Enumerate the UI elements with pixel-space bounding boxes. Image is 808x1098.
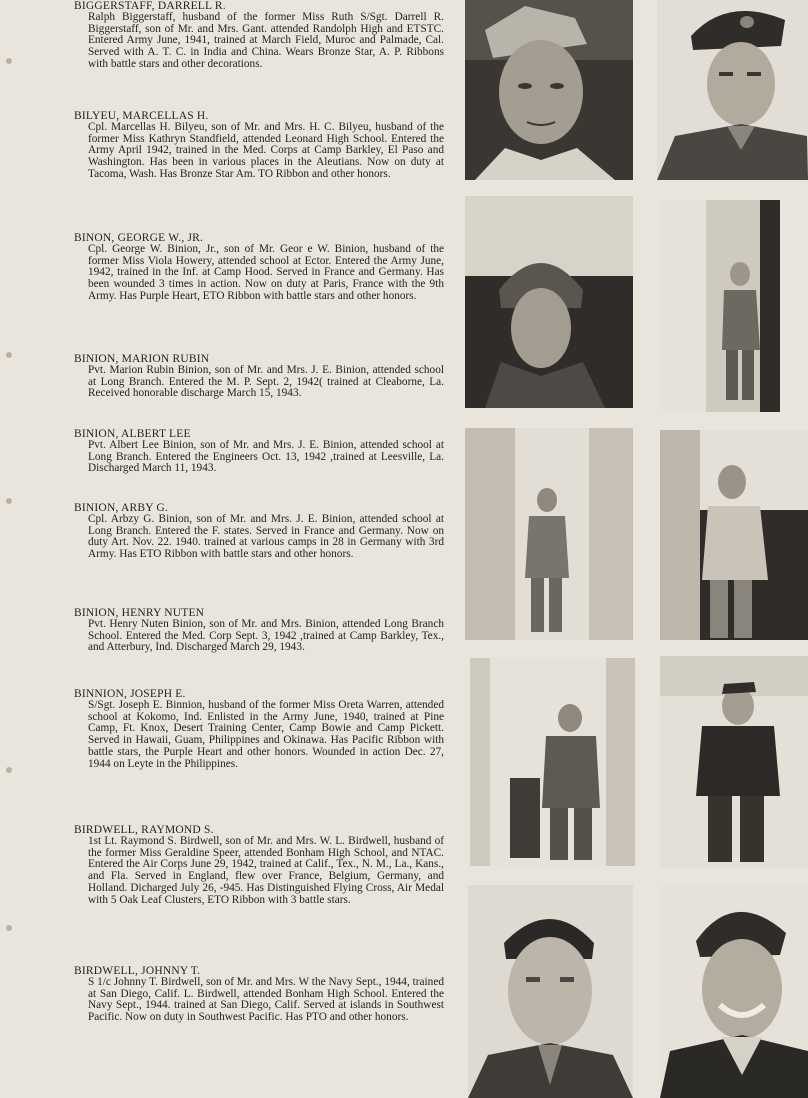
entry-bio: Cpl. Arbzy G. Binion, son of Mr. and Mrs. J. E. Binion, attended school at Long Branch. Entered the F. states. Served in France and Germany. Now on duty Art. Nov. 22. 1940. trained at various camps in 28 in Germany with 3rd Army. Has ETO Ribbon with battle stars and other honors. bbox=[88, 513, 444, 561]
roster-entry bbox=[74, 428, 444, 475]
binder-hole-mark bbox=[6, 767, 12, 773]
roster-entry bbox=[74, 824, 444, 906]
roster-entry bbox=[74, 0, 444, 71]
portrait-photo bbox=[465, 428, 633, 640]
portrait-photo bbox=[465, 0, 633, 180]
entry-name: BINION, MARION RUBIN bbox=[74, 353, 210, 365]
binder-hole-mark bbox=[6, 498, 12, 504]
roster-entry bbox=[74, 607, 444, 654]
roster-entry bbox=[74, 502, 444, 561]
entry-name: BIRDWELL, JOHNNY T. bbox=[74, 965, 201, 977]
binder-hole-mark bbox=[6, 352, 12, 358]
portrait-photo bbox=[470, 658, 635, 866]
roster-entry bbox=[74, 110, 444, 181]
roster-entry bbox=[74, 688, 444, 770]
entry-bio: S 1/c Johnny T. Birdwell, son of Mr. and Mrs. W the Navy Sept., 1944, trained at San Diego, Calif. L. Birdwell, attended Bonham High School. Entered the Navy Sept., 1944. trained at San Diego, Calif. Served at islands in Southwest Pacific. Now on duty in Southwest Pacific. Has PTO and other honors. bbox=[88, 976, 444, 1024]
portrait-photo bbox=[660, 885, 808, 1098]
entry-name: BILYEU, MARCELLAS H. bbox=[74, 110, 209, 122]
entry-bio: 1st Lt. Raymond S. Birdwell, son of Mr. and Mrs. W. L. Birdwell, husband of the former Miss Geraldine Speer, attended Bonham High School, and NTAC. Entered the Air Corps June 29, 1942, trained at Calif., Tex., N. M., La., Kans., and Fla. Served in England, flew over France, Belgium, Germany, and Holland. Dicharged July 26, -945. Has Distinguished Flying Cross, Air Medal with 5 Oak Leaf Clusters, ETO Ribbon with 3 battle stars. bbox=[88, 835, 444, 906]
entry-name: BIRDWELL, RAYMOND S. bbox=[74, 824, 214, 836]
entry-name: BINION, ALBERT LEE bbox=[74, 428, 191, 440]
entry-bio: Pvt. Henry Nuten Binion, son of Mr. and Mrs. Binion, attended Long Branch School. Entered the Med. Corp Sept. 3, 1942 ,trained at Camp Barkley, Tex., and Atterbury, Ind. Discharged March 29, 1943. bbox=[88, 618, 444, 654]
entry-name: BINION, ARBY G. bbox=[74, 502, 168, 514]
entry-bio: Pvt. Marion Rubin Binion, son of Mr. and Mrs. J. E. Binion, attended school at Long Branch. Entered the M. P. Sept. 2, 1942( trained at Cleaborne, La. Received honorable discharge March 15, 1943. bbox=[88, 364, 444, 400]
portrait-photo bbox=[468, 885, 633, 1098]
entry-bio: Ralph Biggerstaff, husband of the former Miss Ruth S/Sgt. Darrell R. Biggerstaff, son of Mr. and Mrs. Gant. attended Randolph High and ETSTC. Entered Army June, 1941, trained at March Field, Muroc and Palmade, Cal. Served with A. T. C. in India and China. Wears Bronze Star, A. P. Ribbons with battle stars and other decorations. bbox=[88, 11, 444, 70]
entry-name: BINON, GEORGE W., JR. bbox=[74, 232, 204, 244]
portrait-photo bbox=[660, 430, 808, 640]
portrait-photo bbox=[660, 200, 780, 412]
entry-bio: Cpl. George W. Binion, Jr., son of Mr. Geor e W. Binion, husband of the former Miss Viola Howery, attended school at Ector. Entered the Army June, 1942, trained in the Inf. at Camp Hood. Served in France and Germany. Has been wounded 3 times in action. Now on duty at Paris, France with the 9th Army. Has Purple Heart, ETO Ribbon with battle stars and other honors. bbox=[88, 243, 444, 302]
entry-name: BIGGERSTAFF, DARRELL R. bbox=[74, 0, 226, 12]
binder-hole-mark bbox=[6, 925, 12, 931]
entry-bio: Pvt. Albert Lee Binion, son of Mr. and Mrs. J. E. Binion, attended school at Long Branch. Entered the Engineers Oct. 13, 1942 ,trained at Leesville, La. Discharged March 11, 1943. bbox=[88, 439, 444, 475]
roster-entry bbox=[74, 965, 444, 1024]
entry-name: BINION, HENRY NUTEN bbox=[74, 607, 205, 619]
binder-hole-mark bbox=[6, 58, 12, 64]
entry-name: BINNION, JOSEPH E. bbox=[74, 688, 186, 700]
portrait-photo bbox=[465, 196, 633, 408]
roster-entry bbox=[74, 232, 444, 303]
roster-entry bbox=[74, 353, 444, 400]
portrait-photo bbox=[657, 0, 808, 180]
entry-bio: Cpl. Marcellas H. Bilyeu, son of Mr. and Mrs. H. C. Bilyeu, husband of the former Miss Kathryn Standfield, attended Leonard High School. Entered the Army April 1942, trained in the Med. Corps at Camp Barkley, El Paso and Washington. Has been in various places in the Aleutians. Now on duty at Tacoma, Wash. Has Bronze Star Am. TO Ribbon and other honors. bbox=[88, 121, 444, 180]
entry-bio: S/Sgt. Joseph E. Binnion, husband of the former Miss Oreta Warren, attended school at Kokomo, Ind. Enlisted in the Army June, 1940, trained at Pine Camp, Ft. Knox, Desert Training Center, Camp Bowie and Camp Pickett. Served in Hawaii, Guam, Philippines and Okinawa. Has Pacific Ribbon with battle stars, the Purple Heart and other honors. Wounded in action Dec. 27, 1944 on Leyte in the Philippines. bbox=[88, 699, 444, 770]
portrait-photo bbox=[660, 656, 808, 868]
